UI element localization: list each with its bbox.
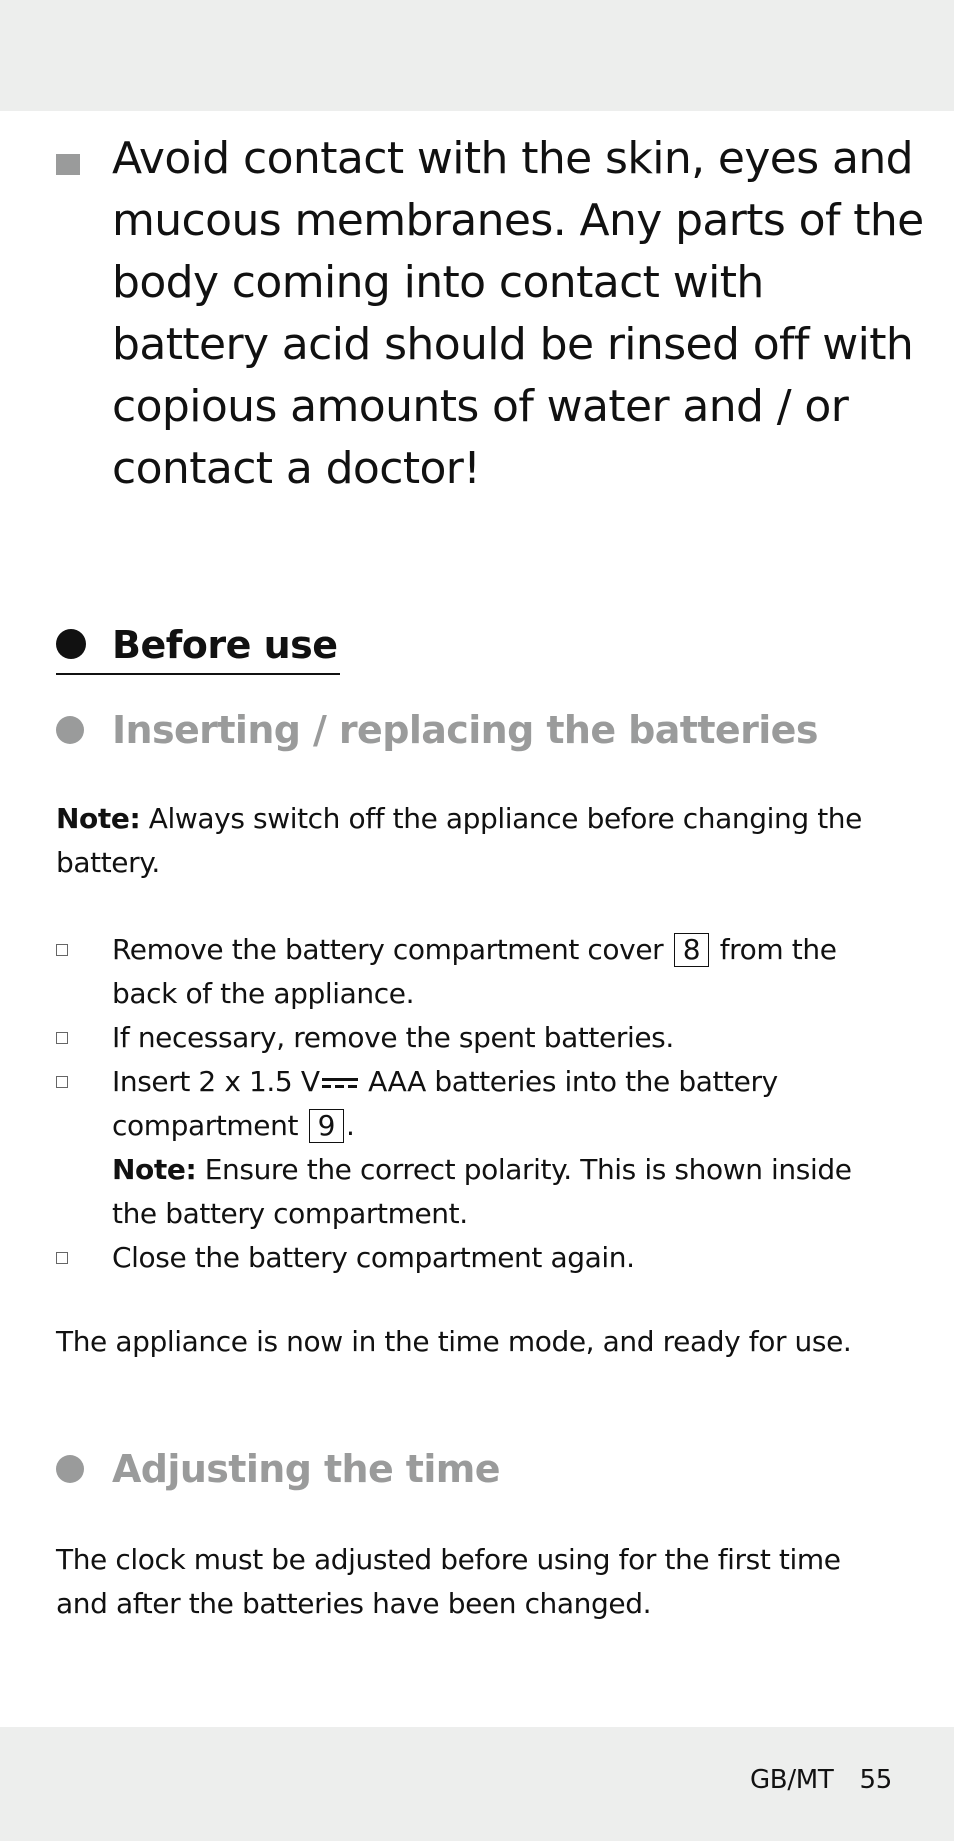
battery-note bbox=[56, 797, 896, 885]
checkbox-bullet-icon bbox=[56, 944, 68, 956]
heading-adjusting-time-text: Adjusting the time bbox=[112, 1447, 500, 1491]
header-band bbox=[0, 0, 954, 111]
step1-text-end: from the back of the appliance. bbox=[112, 933, 837, 1010]
checkbox-bullet-icon bbox=[56, 1076, 68, 1088]
heading-before-use-text: Before use bbox=[112, 623, 338, 667]
battery-steps bbox=[56, 928, 896, 1280]
note-text: Always switch off the appliance before changing the battery. bbox=[56, 802, 862, 879]
part-reference-8: 8 bbox=[674, 933, 709, 967]
step3-text-start: Insert 2 x 1.5 V bbox=[112, 1065, 320, 1098]
grey-circle-bullet-icon bbox=[56, 1455, 84, 1483]
step3-text-end: . bbox=[346, 1109, 355, 1142]
note-label: Note: bbox=[56, 802, 141, 835]
step3-text-mid: AAA batteries into the battery compartment bbox=[112, 1065, 778, 1142]
footer-region: GB/MT bbox=[749, 1765, 834, 1795]
filled-circle-bullet-icon bbox=[56, 629, 86, 659]
step4-text: Close the battery compartment again. bbox=[112, 1241, 635, 1274]
heading-adjusting-time bbox=[56, 1441, 916, 1497]
step2-text: If necessary, remove the spent batteries. bbox=[112, 1021, 674, 1054]
heading-inserting-batteries bbox=[56, 702, 916, 758]
square-bullet-icon bbox=[56, 154, 80, 175]
checkbox-bullet-icon bbox=[56, 1252, 68, 1264]
step1-text-start: Remove the battery compartment cover bbox=[112, 933, 664, 966]
warning-text: Avoid contact with the skin, eyes and mucous membranes. Any parts of the body coming into contact with battery acid should be rinsed off with copious amounts of water and / or contact a doctor! bbox=[112, 133, 924, 494]
step-remove-spent bbox=[56, 1016, 896, 1060]
heading-before-use bbox=[56, 617, 340, 675]
polarity-note-label: Note: bbox=[112, 1153, 197, 1186]
ready-text: The appliance is now in the time mode, and ready for use. bbox=[56, 1325, 852, 1358]
step-close-compartment bbox=[56, 1236, 896, 1280]
polarity-note-text: Ensure the correct polarity. This is shown inside the battery compartment. bbox=[112, 1153, 852, 1230]
step-insert-batteries bbox=[56, 1060, 896, 1236]
step-remove-cover bbox=[56, 928, 896, 1016]
part-reference-9: 9 bbox=[309, 1109, 344, 1143]
grey-circle-bullet-icon bbox=[56, 716, 84, 744]
heading-inserting-batteries-text: Inserting / replacing the batteries bbox=[112, 708, 818, 752]
checkbox-bullet-icon bbox=[56, 1032, 68, 1044]
adjust-time-text: The clock must be adjusted before using for the first time and after the batteries have been changed. bbox=[56, 1543, 841, 1620]
dc-current-icon bbox=[320, 1075, 360, 1091]
page-footer bbox=[750, 1758, 892, 1802]
page-number: 55 bbox=[859, 1765, 892, 1795]
